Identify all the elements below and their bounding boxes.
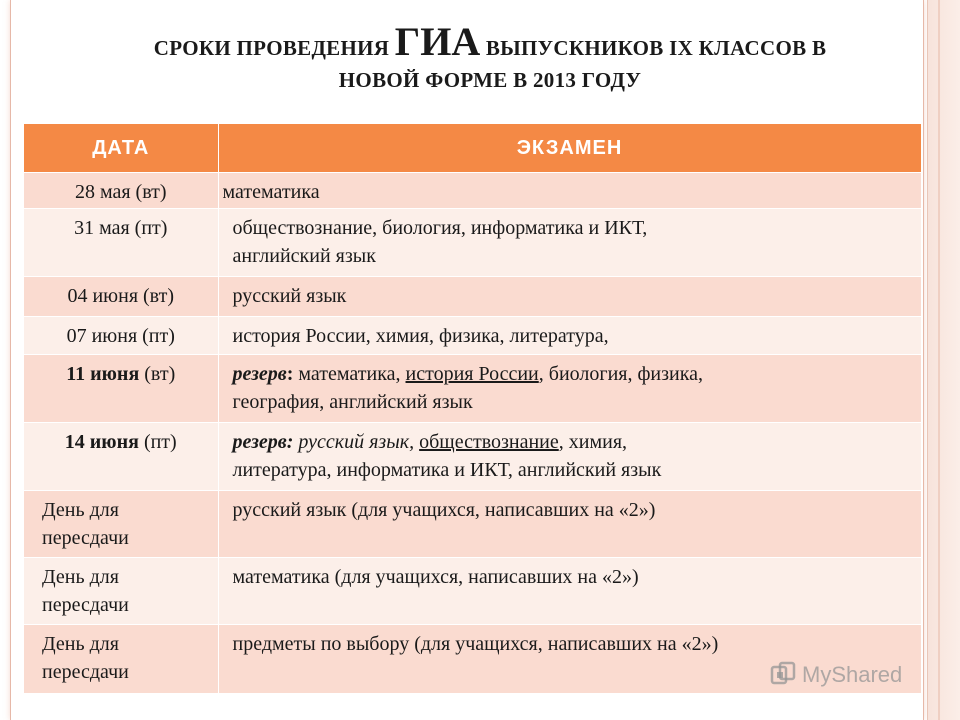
table-row — [24, 173, 921, 209]
row-exam: история России, химия, физика, литература, — [218, 317, 921, 355]
title-gia: ГИА — [394, 19, 481, 64]
reserve-label: резерв — [232, 363, 287, 385]
row-date-line-1: День для — [42, 566, 119, 588]
table-row — [24, 491, 921, 558]
row-exam-text: , химия, — [558, 431, 628, 453]
table-row — [24, 209, 921, 277]
row-exam-line-1 — [233, 428, 911, 456]
header-date: ДАТА — [24, 124, 218, 173]
row-date: 28 мая (вт) — [24, 173, 218, 209]
row-exam: математика — [218, 173, 921, 209]
row-exam-underlined: история России — [405, 363, 539, 385]
reserve-label: резерв: — [232, 431, 294, 453]
watermark-text: MyShared — [802, 662, 903, 687]
row-exam-line-2: литература, информатика и ИКТ, английский язык — [232, 459, 662, 481]
row-exam — [218, 209, 921, 277]
exam-schedule-table — [24, 124, 922, 693]
table-row — [24, 277, 921, 317]
row-date-line-2: пересдачи — [42, 527, 129, 549]
row-exam-line-2: английский язык — [232, 245, 376, 267]
row-date-line-2: пересдачи — [42, 594, 129, 616]
title-line-2: НОВОЙ ФОРМЕ В 2013 ГОДУ — [338, 68, 642, 92]
title-part-1: СРОКИ ПРОВЕДЕНИЯ — [153, 36, 390, 60]
row-exam — [218, 355, 921, 423]
row-date — [24, 491, 218, 558]
row-exam — [218, 423, 921, 491]
row-exam: русский язык — [218, 277, 921, 317]
row-date-weekday: (пт) — [138, 431, 177, 453]
row-exam: математика (для учащихся, написавших на «2») — [218, 558, 921, 625]
table-row — [24, 558, 921, 625]
row-exam-text: , биология, физика, — [538, 363, 704, 385]
row-date-line-2: пересдачи — [42, 661, 129, 683]
table-row — [24, 355, 921, 423]
row-date-line-1: День для — [42, 633, 119, 655]
table-header-row — [24, 124, 921, 173]
row-date-weekday: (вт) — [139, 363, 176, 385]
row-exam-line-2: география, английский язык — [232, 391, 473, 413]
slide-right-line — [938, 0, 940, 720]
row-exam: предметы по выбору (для учащихся, написавших на «2») — [218, 625, 921, 693]
table-row — [24, 317, 921, 355]
row-exam-line-1: обществознание, биология, информатика и ИКТ, — [232, 217, 648, 239]
row-date-bold: 11 июня — [66, 363, 140, 385]
reserve-colon: : — [286, 363, 294, 385]
header-exam: ЭКЗАМЕН — [218, 124, 921, 173]
row-date: 31 мая (пт) — [24, 209, 218, 277]
row-exam-text: математика, — [293, 363, 406, 385]
slide-title — [60, 19, 920, 96]
row-date — [24, 423, 218, 491]
title-line-1 — [60, 19, 920, 64]
row-date — [24, 558, 218, 625]
row-exam: русский язык (для учащихся, написавших на «2») — [218, 491, 921, 558]
row-date-line-1: День для — [42, 499, 119, 521]
row-date: 04 июня (вт) — [24, 277, 218, 317]
row-date-bold: 14 июня — [64, 431, 139, 453]
row-exam-line-1 — [233, 360, 911, 388]
myshared-logo-icon — [770, 661, 798, 689]
myshared-watermark — [770, 660, 902, 690]
row-exam-underlined: обществознание — [419, 431, 559, 453]
title-part-2: ВЫПУСКНИКОВ IX КЛАССОВ В — [485, 36, 827, 60]
row-date: 07 июня (пт) — [24, 317, 218, 355]
row-date — [24, 355, 218, 423]
row-date — [24, 625, 218, 693]
row-exam-italic: русский язык, — [293, 431, 415, 453]
slide-right-decoration — [927, 0, 960, 720]
table-row — [24, 423, 921, 491]
